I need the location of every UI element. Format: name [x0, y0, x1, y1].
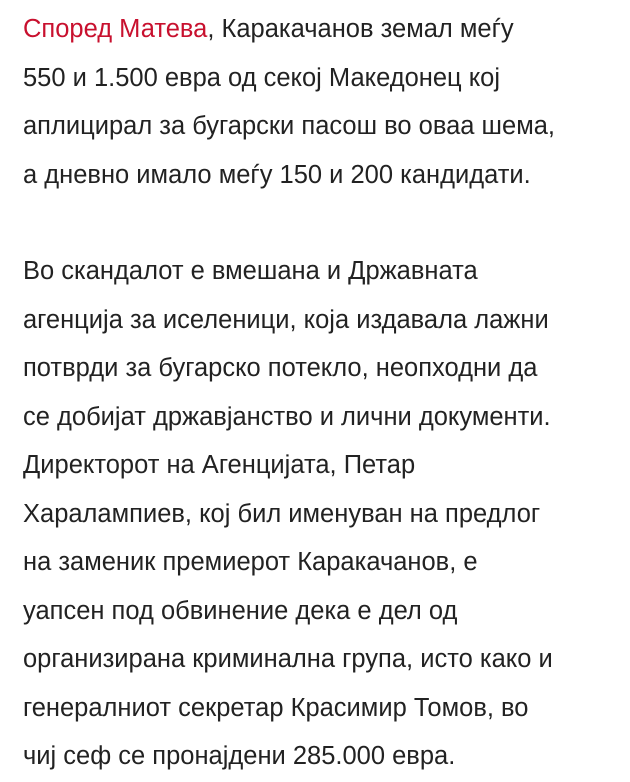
source-link[interactable]: Според Матева: [23, 15, 208, 43]
paragraph-2-line: Харалампиев, кој бил именуван на предлог: [23, 499, 541, 528]
paragraph-1-line: 550 и 1.500 евра од секој Македонец кој: [23, 63, 501, 92]
paragraph-2-line: уапсен под обвинение дека е дел од: [23, 596, 458, 625]
paragraph-2-line: потврди за бугарско потекло, неопходни да: [23, 354, 538, 382]
paragraph-2-line: се добијат државјанство и лични документи.: [23, 402, 551, 431]
paragraph-1-line-1-text: , Каракачанов земал меѓу: [207, 15, 514, 43]
paragraph-2-line: Во скандалот е вмешана и Државната: [23, 257, 478, 285]
paragraph-2-line: чиј сеф се пронајдени 285.000 евра.: [23, 742, 456, 770]
paragraph-2-line: на заменик премиерот Каракачанов, е: [23, 548, 478, 576]
paragraph-2-line: Директорот на Агенцијата, Петар: [23, 451, 416, 479]
article-body: [23, 0, 623, 781]
paragraph-1: [23, 5, 623, 199]
paragraph-1-line-1: [23, 5, 623, 54]
paragraph-1-line: а дневно имало меѓу 150 и 200 кандидати.: [23, 160, 531, 189]
paragraph-2-line: агенција за иселеници, која издавала лажни: [23, 305, 549, 334]
paragraph-2-line: генералниот секретар Красимир Томов, во: [23, 693, 529, 722]
paragraph-2-line: организирана криминална група, исто како и: [23, 645, 553, 673]
paragraph-1-line: аплицирал за бугарски пасош во оваа шема,: [23, 112, 555, 140]
paragraph-2: [23, 247, 623, 781]
